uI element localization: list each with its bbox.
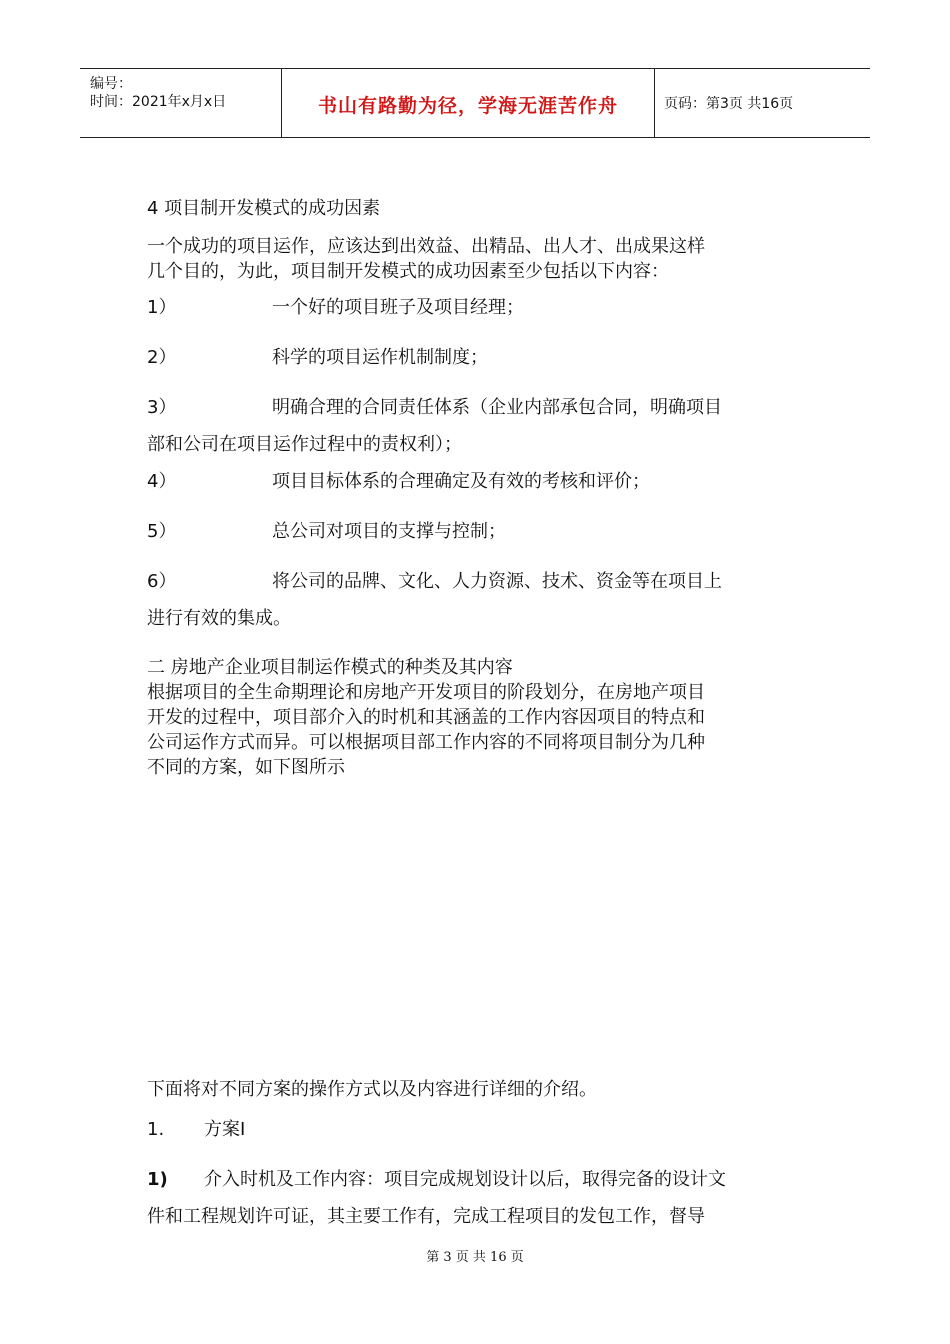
page-header (80, 68, 870, 138)
header-page-info: 页码：第3页 共16页 (664, 96, 794, 112)
section-2-line: 公司运作方式而异。可以根据项目部工作内容的不同将项目制分为几种 (147, 732, 705, 753)
sub-item-line-2: 件和工程规划许可证，其主要工作有，完成工程项目的发包工作，督导 (147, 1206, 705, 1227)
list-item-text: 项目目标体系的合理确定及有效的考核和评价； (272, 471, 650, 492)
number-label: 编号： (90, 76, 132, 92)
section-2-line: 根据项目的全生命期理论和房地产开发项目的阶段划分，在房地产项目 (147, 682, 705, 703)
list-item-text: 一个好的项目班子及项目经理； (272, 297, 524, 318)
list-item-number: 5） (147, 521, 177, 542)
header-middle-cell (281, 69, 655, 137)
section-2-line: 开发的过程中，项目部介入的时机和其涵盖的工作内容因项目的特点和 (147, 707, 705, 728)
list-item-text: 明确合理的合同责任体系（企业内部承包合同，明确项目 (272, 397, 722, 418)
header-right-cell (654, 69, 870, 137)
list-item-number: 6） (147, 571, 177, 592)
section-2-title: 二 房地产企业项目制运作模式的种类及其内容 (147, 657, 513, 678)
list-item-text: 将公司的品牌、文化、人力资源、技术、资金等在项目上 (272, 571, 722, 592)
time-label: 时间：2021年x月x日 (90, 94, 227, 110)
list-item-number: 2） (147, 347, 177, 368)
after-figure-text: 下面将对不同方案的操作方式以及内容进行详细的介绍。 (147, 1079, 597, 1100)
list-item-number: 3） (147, 397, 177, 418)
list-item-number: 4） (147, 471, 177, 492)
section-heading-4: 4 项目制开发模式的成功因素 (147, 198, 381, 219)
page-footer: 第 3 页 共 16 页 (426, 1250, 524, 1265)
list-item-text: 科学的项目运作机制制度； (272, 347, 488, 368)
intro-line-2: 几个目的，为此，项目制开发模式的成功因素至少包括以下内容： (147, 261, 669, 282)
list-item-text: 总公司对项目的支撑与控制； (272, 521, 506, 542)
sub-item-line-1: 介入时机及工作内容：项目完成规划设计以后，取得完备的设计文 (204, 1169, 726, 1190)
section-2-line: 不同的方案，如下图所示 (147, 757, 345, 778)
list-item-continuation: 进行有效的集成。 (147, 608, 291, 629)
plan-number: 1. (147, 1119, 165, 1140)
header-motto: 书山有路勤为径，学海无涯苦作舟 (317, 95, 618, 117)
header-left-cell (80, 69, 280, 137)
intro-line-1: 一个成功的项目运作，应该达到出效益、出精品、出人才、出成果这样 (147, 236, 705, 257)
list-item-continuation: 部和公司在项目运作过程中的责权利）； (147, 434, 462, 455)
sub-item-number: 1) (147, 1169, 168, 1190)
plan-title: 方案Ⅰ (204, 1119, 246, 1140)
list-item-number: 1） (147, 297, 177, 318)
